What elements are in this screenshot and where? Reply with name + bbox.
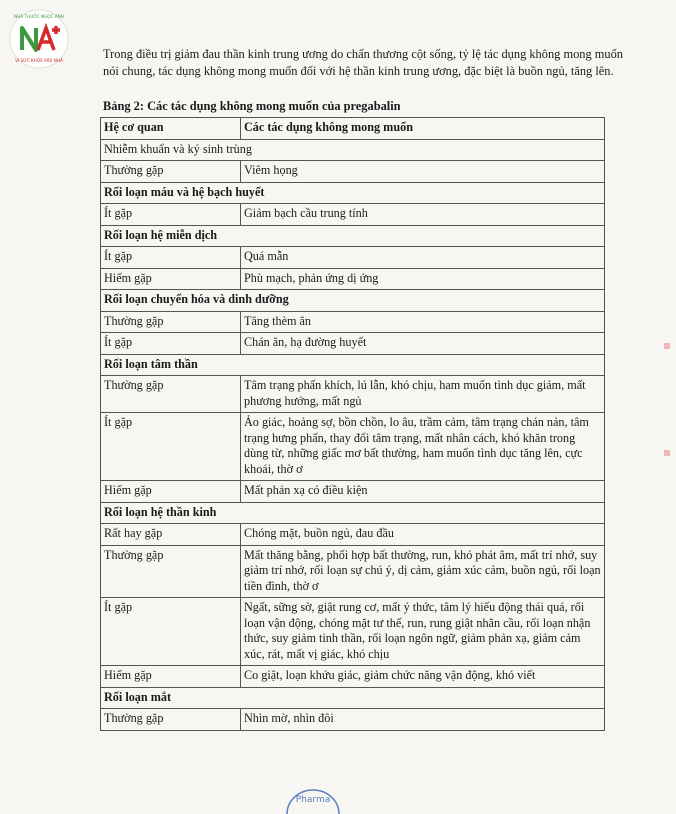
pharma-stamp bbox=[283, 784, 343, 814]
frequency-cell: Thường gặp bbox=[101, 709, 241, 731]
table-group-row bbox=[101, 139, 605, 161]
pharmacy-logo bbox=[8, 8, 70, 70]
red-mark bbox=[664, 450, 670, 456]
table-row bbox=[101, 268, 605, 290]
effects-cell: Viêm họng bbox=[241, 161, 605, 183]
table-group-row bbox=[101, 182, 605, 204]
table-row bbox=[101, 376, 605, 413]
frequency-cell: Hiếm gặp bbox=[101, 481, 241, 503]
table-row bbox=[101, 666, 605, 688]
header-adverse-effects: Các tác dụng không mong muốn bbox=[241, 118, 605, 140]
frequency-cell: Ít gặp bbox=[101, 598, 241, 666]
table-group-row bbox=[101, 290, 605, 312]
frequency-cell: Ít gặp bbox=[101, 247, 241, 269]
effects-cell: Mất phản xạ có điều kiện bbox=[241, 481, 605, 503]
effects-cell: Mất thăng bằng, phối hợp bất thường, run, khó phát âm, mất trí nhớ, suy giảm trí nhớ, rối loạn sự chú ý, dị cảm, giảm xúc cảm, buồn ngủ, rối loạn tiền đình, thờ ơ bbox=[241, 545, 605, 598]
effects-cell: Tăng thèm ăn bbox=[241, 311, 605, 333]
effects-cell: Nhìn mờ, nhìn đôi bbox=[241, 709, 605, 731]
table-row bbox=[101, 524, 605, 546]
table-group-row bbox=[101, 502, 605, 524]
frequency-cell: Thường gặp bbox=[101, 311, 241, 333]
effects-cell: Giảm bạch cầu trung tính bbox=[241, 204, 605, 226]
logo-top-text: NHÀ THUỐC NGỌC ANH bbox=[14, 14, 64, 19]
table-group-row bbox=[101, 687, 605, 709]
frequency-cell: Hiếm gặp bbox=[101, 666, 241, 688]
intro-paragraph: Trong điều trị giảm đau thần kinh trung ương do chấn thương cột sống, tỷ lệ tác dụng không mong muốn nói chung, tác dụng không mong muốn đối với hệ thần kinh trung ương, đặc biệt là buồn ngủ, tăng lên. bbox=[103, 47, 623, 78]
frequency-cell: Ít gặp bbox=[101, 204, 241, 226]
frequency-cell: Rất hay gặp bbox=[101, 524, 241, 546]
table-group-row bbox=[101, 225, 605, 247]
organ-system-heading: Nhiễm khuẩn và ký sinh trùng bbox=[101, 139, 605, 161]
frequency-cell: Hiếm gặp bbox=[101, 268, 241, 290]
stamp-text: Pharma bbox=[295, 795, 331, 805]
table-row bbox=[101, 204, 605, 226]
table-row bbox=[101, 598, 605, 666]
table-row bbox=[101, 481, 605, 503]
organ-system-heading: Rối loạn hệ thần kinh bbox=[101, 502, 605, 524]
effects-cell: Quá mẫn bbox=[241, 247, 605, 269]
table-row bbox=[101, 545, 605, 598]
organ-system-heading: Rối loạn mắt bbox=[101, 687, 605, 709]
frequency-cell: Ít gặp bbox=[101, 333, 241, 355]
table-row bbox=[101, 413, 605, 481]
table-row bbox=[101, 709, 605, 731]
table-header-row bbox=[101, 118, 605, 140]
organ-system-heading: Rối loạn hệ miễn dịch bbox=[101, 225, 605, 247]
header-organ-system: Hệ cơ quan bbox=[101, 118, 241, 140]
frequency-cell: Ít gặp bbox=[101, 413, 241, 481]
effects-cell: Tâm trạng phấn khích, lú lẫn, khó chịu, ham muốn tình dục giảm, mất phương hướng, mất ngủ bbox=[241, 376, 605, 413]
table-row bbox=[101, 161, 605, 183]
adverse-effects-table bbox=[100, 117, 605, 731]
table-caption: Bảng 2: Các tác dụng không mong muốn của pregabalin bbox=[103, 99, 401, 113]
table-row bbox=[101, 333, 605, 355]
organ-system-heading: Rối loạn máu và hệ bạch huyết bbox=[101, 182, 605, 204]
table-group-row bbox=[101, 354, 605, 376]
logo-bottom-text: VÌ SỨC KHỎE MỌI NHÀ bbox=[15, 58, 63, 63]
effects-cell: Co giật, loạn khứu giác, giảm chức năng vận động, khó viết bbox=[241, 666, 605, 688]
frequency-cell: Thường gặp bbox=[101, 545, 241, 598]
effects-cell: Phù mạch, phản ứng dị ứng bbox=[241, 268, 605, 290]
frequency-cell: Thường gặp bbox=[101, 161, 241, 183]
effects-cell: Ngất, sững sờ, giật rung cơ, mất ý thức, tâm lý hiếu động thái quá, rối loạn vận động, chóng mặt tư thế, run, rung giật nhãn cầu, rối loạn nhận thức, suy giảm tinh thần, rối loạn ngôn ngữ, giảm phản xạ, giảm cảm xúc, rát, mất vị giác, khó chịu bbox=[241, 598, 605, 666]
red-mark bbox=[664, 343, 670, 349]
effects-cell: Chán ăn, hạ đường huyết bbox=[241, 333, 605, 355]
table-row bbox=[101, 247, 605, 269]
organ-system-heading: Rối loạn chuyển hóa và dinh dưỡng bbox=[101, 290, 605, 312]
frequency-cell: Thường gặp bbox=[101, 376, 241, 413]
organ-system-heading: Rối loạn tâm thần bbox=[101, 354, 605, 376]
effects-cell: Chóng mặt, buồn ngủ, đau đầu bbox=[241, 524, 605, 546]
table-row bbox=[101, 311, 605, 333]
effects-cell: Ảo giác, hoảng sợ, bồn chồn, lo âu, trầm cảm, tâm trạng chán nản, tâm trạng hưng phấn, thay đổi tâm trạng, mất nhân cách, khó khăn trong dùng từ, những giấc mơ bất thường, ham muốn tình dục tăng lên, cực khoái, thờ ơ bbox=[241, 413, 605, 481]
